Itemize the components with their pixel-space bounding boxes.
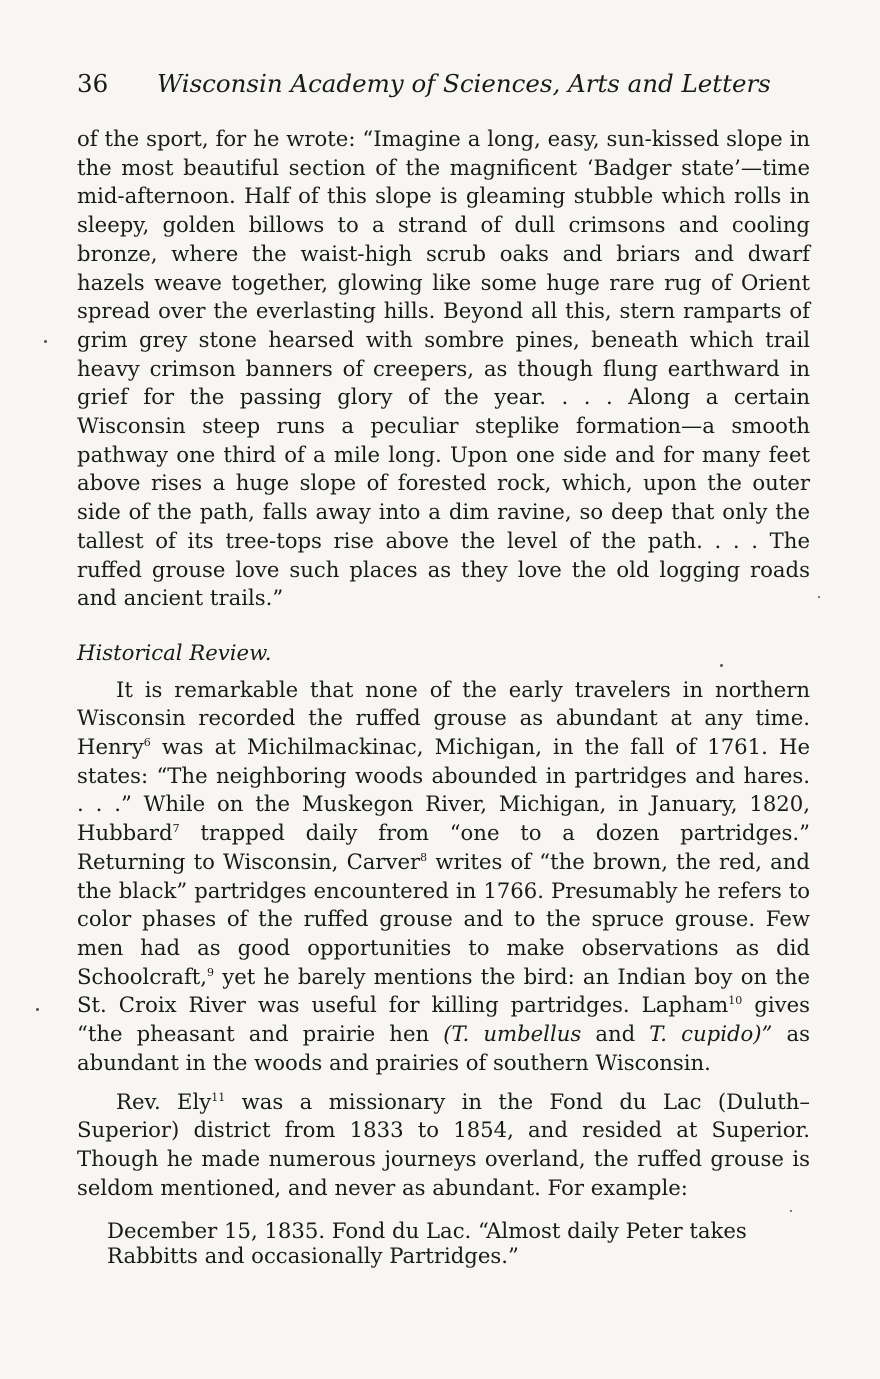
text-run: was at Michilmackinac, Michigan, in the fall of 1761. He states: “The neighboring woods abounded in partridges and hares. . . .” While on the Muskegon River, Michigan, in January, 1820, Hubbard	[77, 734, 810, 846]
scan-speck	[790, 1210, 792, 1212]
text-run: Rev. Ely	[116, 1088, 212, 1114]
paragraph-historical-review	[77, 676, 810, 1078]
text-run: and	[581, 1021, 650, 1047]
section-heading: Historical Review.	[77, 639, 272, 665]
journal-title: Wisconsin Academy of Sciences, Arts and Letters	[157, 69, 771, 98]
species-name: T. cupido)”	[649, 1021, 773, 1047]
text-run: as abundant in the woods and prairies of southern Wisconsin.	[77, 1021, 810, 1075]
block-quote: December 15, 1835. Fond du Lac. “Almost daily Peter takes Rabbitts and occasionally Partridges.”	[107, 1218, 747, 1269]
running-head	[77, 66, 810, 102]
scan-speck	[36, 1008, 39, 1011]
document-page	[77, 66, 810, 1268]
species-name: (T. umbellus	[443, 1021, 582, 1047]
page-number: 36	[77, 69, 109, 98]
scan-speck	[720, 664, 723, 667]
scan-speck	[818, 596, 820, 598]
paragraph-rev-ely	[77, 1088, 810, 1203]
paragraph-quote-continuation: of the sport, for he wrote: “Imagine a long, easy, sun-kissed slope in the most beautiful section of the magnificent ‘Badger state’—time mid-afternoon. Half of this slope is gleaming stubble which rolls in sleepy, golden billows to a strand of dull crimsons and cooling bronze, where the waist-high scrub oaks and briars and dwarf hazels weave together, glowing like some huge rare rug of Orient spread over the everlasting hills. Beyond all this, stern ramparts of grim grey stone hearsed with sombre pines, beneath which trail heavy crimson banners of creepers, as though flung earthward in grief for the passing glory of the year. . . . Along a certain Wisconsin steep runs a peculiar steplike formation—a smooth pathway one third of a mile long. Upon one side and for many feet above rises a huge slope of forested rock, which, upon the outer side of the path, falls away into a dim ravine, so deep that only the tallest of its tree-tops rise above the level of the path. . . . The ruffed grouse love such places as they love the old logging roads and ancient trails.”	[77, 126, 810, 611]
footnote-ref: 9	[207, 965, 215, 979]
text-run: trapped daily from “one to a dozen partridges.” Returning to Wisconsin, Carver	[77, 820, 810, 874]
footnote-ref: 7	[172, 822, 180, 836]
text-run: was a missionary in the Fond du Lac (Duluth–Superior) district from 1833 to 1854, and resided at Superior. Though he made numerous journeys overland, the ruffed grouse is seldom mentioned, and never as abundant. For example:	[77, 1088, 810, 1200]
text-run: It is remarkable that none of the early travelers in northern Wisconsin recorded the ruffed grouse as abundant at any time. Henry	[77, 676, 810, 760]
footnote-ref: 10	[728, 994, 743, 1008]
scan-speck	[44, 340, 47, 343]
footnote-ref: 11	[211, 1090, 226, 1104]
text-run: gives “the pheasant and prairie hen	[77, 992, 810, 1047]
text-run: writes of “the brown, the red, and the black” partridges encountered in 1766. Presumably he refers to color phases of the ruffed grouse and to the spruce grouse. Few men had as good opportunities to make observations as did Schoolcraft,	[77, 848, 810, 989]
footnote-ref: 8	[420, 850, 428, 864]
text-run: yet he barely mentions the bird: an Indian boy on the St. Croix River was useful for killing partridges. Lapham	[77, 963, 810, 1018]
footnote-ref: 6	[143, 736, 151, 749]
